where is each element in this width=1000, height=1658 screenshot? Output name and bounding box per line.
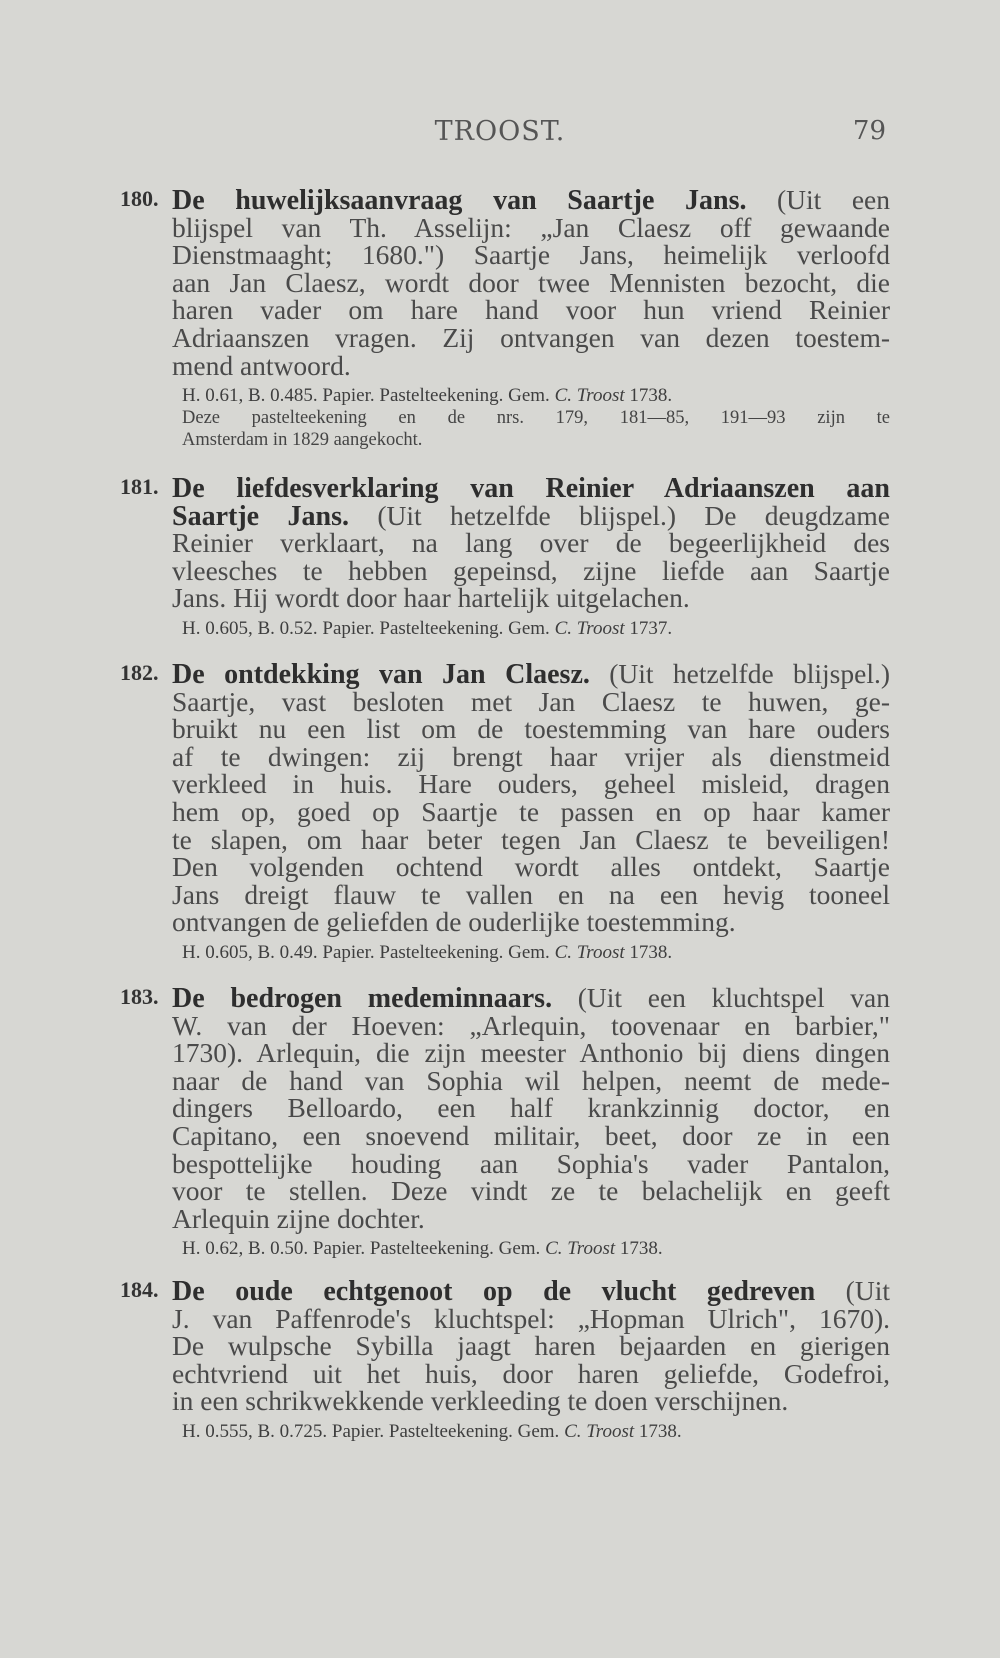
entry-number: 184. [120,1277,159,1302]
entry-line: te slapen, om haar beter tegen Jan Claesz te beveiligen! [172,823,890,855]
entry-body [172,186,890,451]
entry-number: 181. [120,474,159,499]
entry-line: aan Jan Claesz, wordt door twee Mennisten bezocht, die [172,266,890,298]
entry-line: Saartje, vast besloten met Jan Claesz te huwen, ge- [172,685,890,717]
entry-line: verkleed in huis. Hare ouders, geheel misleid, dragen [172,768,890,800]
entry-line: haren vader om hare hand voor hun vriend Reinier [172,294,890,326]
entry-line: De huwelijksaanvraag van Saartje Jans. (Uit een [172,184,890,216]
entry-line: Jans. Hij wordt door haar hartelijk uitgelachen. [172,582,690,614]
entry-metadata: H. 0.605, B. 0.52. Papier. Pastelteekening. Gem. C. Troost 1737. [182,617,673,639]
entry-line: Den volgenden ochtend wordt alles ontdekt, Saartje [172,851,890,883]
entry-line: in een schrikwekkende verkleeding te doen verschijnen. [172,1385,789,1417]
entry-line: Saartje Jans. (Uit hetzelfde blijspel.) De deugdzame [172,499,891,532]
entry-line: hem op, goed op Saartje te passen en op haar kamer [172,795,890,827]
page-number: 79 [852,116,886,146]
catalogue-entry-181 [120,474,890,640]
entry-line: Capitano, een snoevend militair, beet, door ze in een [172,1119,890,1151]
entry-metadata: H. 0.61, B. 0.485. Papier. Pastelteekening. Gem. C. Troost 1738. [182,385,673,407]
catalogue-entry-182 [120,660,890,964]
entry-line: Dienstmaaght; 1680.") Saartje Jans, heimelijk verloofd [172,239,890,271]
entry-line: Arlequin zijne dochter. [172,1202,425,1234]
entry-body [172,660,890,964]
catalogue-entry-180 [120,186,890,451]
entry-line: Jans dreigt flauw te vallen en na een hevig tooneel [172,878,890,910]
entry-title: De oude echtgenoot op de vlucht gedreven [172,1276,816,1307]
entry-line: bespottelijke houding aan Sophia's vader Pantalon, [172,1147,890,1179]
entry-line: dingers Belloardo, een half krankzinnig doctor, en [172,1092,890,1124]
entry-line: bruikt nu een list om de toestemming van hare ouders [172,713,890,745]
entry-line: J. van Paffenrode's kluchtspel: „Hopman Ulrich", 1670). [172,1302,890,1334]
entry-line: echtvriend uit het huis, door haren geliefde, Godefroi, [172,1357,890,1389]
entry-line: De bedrogen medeminnaars. (Uit een kluchtspel van [172,982,890,1014]
entry-metadata: H. 0.555, B. 0.725. Papier. Pastelteekening. Gem. C. Troost 1738. [182,1420,682,1442]
entry-number: 180. [120,186,159,211]
entry-title: Saartje Jans. [172,500,350,532]
entry-title: De huwelijksaanvraag van Saartje Jans. [172,185,747,216]
entry-line: De ontdekking van Jan Claesz. (Uit hetzelfde blijspel.) [172,658,891,690]
entry-body [172,474,890,640]
catalogue-entry-183 [120,984,890,1260]
entry-body [172,1277,890,1443]
entry-line: mend antwoord. [172,349,351,381]
entry-note: Deze pastelteekening en de nrs. 179, 181—85, 191—93 zijn te [182,408,890,429]
entry-line [172,474,890,502]
entry-line: voor te stellen. Deze vindt ze te belachelijk en geeft [172,1175,890,1207]
entry-metadata: H. 0.62, B. 0.50. Papier. Pastelteekening. Gem. C. Troost 1738. [182,1238,663,1260]
entry-line: De wulpsche Sybilla jaagt haren bejaarden en gierigen [172,1330,890,1362]
entry-line: af te dwingen: zij brengt haar vrijer als dienstmeid [172,740,890,772]
catalogue-entry-184 [120,1277,890,1443]
entry-title: De bedrogen medeminnaars. [172,983,553,1014]
entry-line: Adriaanszen vragen. Zij ontvangen van dezen toestem- [172,321,890,353]
entry-title: De ontdekking van Jan Claesz. [172,659,590,690]
entry-title: De liefdesverklaring van Reinier Adriaanszen aan [172,473,890,504]
entry-metadata: H. 0.605, B. 0.49. Papier. Pastelteekening. Gem. C. Troost 1738. [182,941,673,963]
entry-line: vleesches te hebben gepeinsd, zijne liefde aan Saartje [172,554,890,586]
entry-body [172,984,890,1260]
entry-line: ontvangen de geliefden de ouderlijke toestemming. [172,906,736,938]
entry-line: 1730). Arlequin, die zijn meester Anthonio bij diens dingen [172,1037,890,1069]
entry-line: naar de hand van Sophia wil helpen, neemt de mede- [172,1064,890,1096]
entry-number: 182. [120,660,159,685]
entry-line: De oude echtgenoot op de vlucht gedreven (Uit [172,1275,890,1307]
entry-number: 183. [120,984,159,1009]
entry-line: blijspel van Th. Asselijn: „Jan Claesz off gewaande [172,211,890,243]
entry-line: Reinier verklaart, na lang over de begeerlijkheid des [172,527,890,559]
running-title: TROOST. [434,116,566,147]
entry-line: W. van der Hoeven: „Arlequin, toovenaar en barbier," [172,1009,890,1041]
entry-note: Amsterdam in 1829 aangekocht. [182,430,423,451]
